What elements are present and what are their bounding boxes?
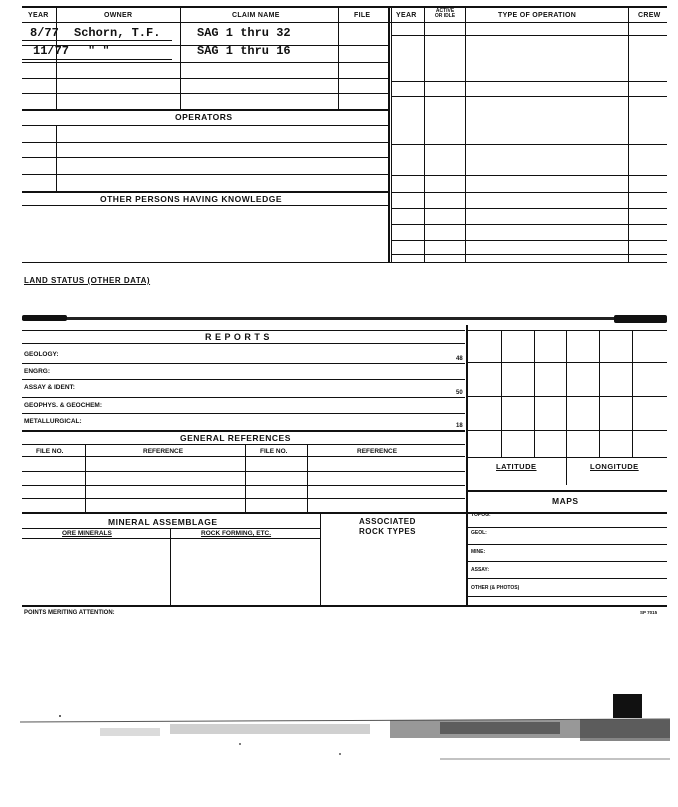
map-topog: TOPOG: [471,512,491,518]
report-geophys: GEOPHYS. & GEOCHEM: [24,402,103,409]
header-active-line2: OR IDLE [434,13,456,19]
header-year: YEAR [28,12,49,19]
maps-title: MAPS [552,496,579,506]
header-active-or-idle [426,9,464,19]
ref-col-file-no-2: FILE NO. [260,448,288,455]
divider-mark-left [22,315,67,321]
divider-mark-right [614,315,667,323]
longitude-label: LONGITUDE [590,462,639,471]
reports-title: R E P O R T S [205,332,270,342]
header-file: FILE [354,12,371,19]
report-engrg: ENGRG: [24,368,50,375]
general-references-title: GENERAL REFERENCES [180,433,291,443]
row1-year: 8/77 [30,26,59,40]
row1-owner: Schorn, T.F. [74,26,161,40]
mineral-assemblage-title: MINERAL ASSEMBLAGE [108,517,218,527]
ref-col-reference-2: REFERENCE [357,448,398,455]
report-geology: GEOLOGY: [24,351,59,358]
row2-year: 11/77 [33,44,70,58]
header-crew: CREW [638,12,661,19]
latitude-label: LATITUDE [496,462,537,471]
scan-noise-band [20,714,670,774]
map-mine: MINE: [471,549,486,555]
row2-owner: " " [88,44,110,58]
header-owner: OWNER [104,12,133,19]
ref-col-file-no-1: FILE NO. [36,448,64,455]
report-geology-num: 48 [456,356,463,362]
header-claim-name: CLAIM NAME [232,12,280,19]
section-divider [22,317,667,320]
header-op-year: YEAR [396,12,417,19]
map-assay: ASSAY: [471,567,490,573]
map-other-photos: OTHER (& PHOTOS) [471,585,520,591]
report-assay-num: 50 [456,390,463,396]
other-persons-label: OTHER PERSONS HAVING KNOWLEDGE [100,194,283,204]
map-geol: GEOL: [471,530,487,536]
report-metallurgical: METALLURGICAL: [24,418,82,425]
form-number: SP 7015 [640,610,658,615]
associated-label: ASSOCIATED [359,517,416,526]
ore-minerals-label: ORE MINERALS [62,530,112,537]
ref-col-reference-1: REFERENCE [143,448,184,455]
rock-types-label: ROCK TYPES [359,527,417,536]
rock-forming-label: ROCK FORMING, ETC. [201,530,272,537]
row2-claim: SAG 1 thru 16 [197,44,291,58]
land-status-label: LAND STATUS (OTHER DATA) [24,276,151,285]
report-metallurgical-num: 18 [456,423,463,429]
points-meriting-attention-label: POINTS MERITING ATTENTION: [24,610,115,616]
header-active-line1: ACTIVE [435,8,455,14]
header-type-of-operation: TYPE OF OPERATION [498,12,577,19]
report-assay: ASSAY & IDENT: [24,384,75,391]
row1-claim: SAG 1 thru 32 [197,26,291,40]
operators-label: OPERATORS [175,112,233,122]
